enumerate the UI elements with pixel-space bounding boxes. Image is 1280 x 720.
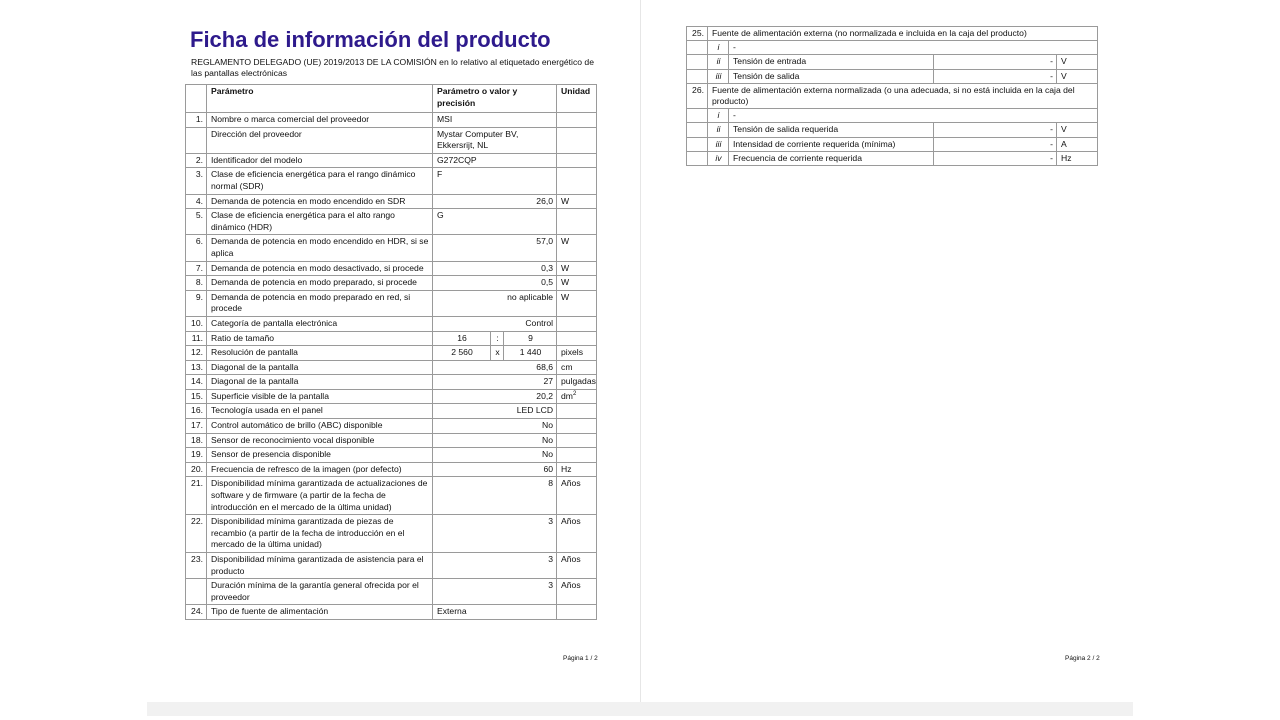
row-label: Superficie visible de la pantalla	[207, 389, 433, 404]
row-number: 4.	[186, 194, 207, 209]
table-row	[186, 477, 597, 515]
row-label: Sensor de reconocimiento vocal disponible	[207, 433, 433, 448]
row-label: Duración mínima de la garantía general ofrecida por el proveedor	[207, 579, 433, 605]
sub-item-label: Tensión de entrada	[729, 55, 934, 69]
row-number: 16.	[186, 404, 207, 419]
table-row	[186, 113, 597, 128]
sub-item-unit: V	[1057, 69, 1098, 83]
row-label: Diagonal de la pantalla	[207, 375, 433, 390]
row-number: 13.	[186, 360, 207, 375]
table-row	[186, 579, 597, 605]
table-row	[186, 448, 597, 463]
sub-item-unit: Hz	[1057, 151, 1098, 165]
document-title: Ficha de información del producto	[190, 27, 551, 52]
sub-item-roman: i	[708, 41, 729, 55]
row-unit: W	[557, 194, 597, 209]
row-unit: Años	[557, 553, 597, 579]
row-unit: W	[557, 235, 597, 261]
row-unit: Años	[557, 579, 597, 605]
row-value: 3	[433, 579, 557, 605]
sub-item-roman: iv	[708, 151, 729, 165]
row-number: 21.	[186, 477, 207, 515]
table-row	[186, 316, 597, 331]
table-row	[687, 109, 1098, 123]
header-value: Parámetro o valor y precisión	[433, 85, 557, 113]
row-unit: Hz	[557, 462, 597, 477]
row-label: Demanda de potencia en modo preparado, si procede	[207, 276, 433, 291]
table-row	[687, 27, 1098, 41]
sub-item-label: Tensión de salida	[729, 69, 934, 83]
row-value: F	[433, 168, 557, 194]
row-label: Dirección del proveedor	[207, 127, 433, 153]
row-label: Demanda de potencia en modo desactivado, si procede	[207, 261, 433, 276]
header-parameter: Parámetro	[207, 85, 433, 113]
row-unit: W	[557, 290, 597, 316]
resolution-separator: x	[491, 346, 504, 361]
row-label: Frecuencia de refresco de la imagen (por defecto)	[207, 462, 433, 477]
row-value: 27	[433, 375, 557, 390]
row-number: 24.	[186, 605, 207, 620]
unit-base: dm	[561, 390, 573, 401]
ratio-width: 16	[433, 331, 491, 346]
table-row	[186, 419, 597, 434]
row-number: 11.	[186, 331, 207, 346]
header-unit: Unidad	[557, 85, 597, 113]
row-value: MSI	[433, 113, 557, 128]
row-value: 0,3	[433, 261, 557, 276]
sub-item-roman: iii	[708, 69, 729, 83]
row-unit: W	[557, 276, 597, 291]
row-label: Sensor de presencia disponible	[207, 448, 433, 463]
row-number: 17.	[186, 419, 207, 434]
regulation-subtitle: REGLAMENTO DELEGADO (UE) 2019/2013 DE LA COMISIÓN en lo relativo al etiquetado energético de las pantallas electrónicas	[191, 57, 594, 79]
table-row	[186, 389, 597, 404]
row-label: Fuente de alimentación externa (no normalizada e incluida en la caja del producto)	[708, 27, 1098, 41]
sub-item-value: -	[934, 55, 1057, 69]
table-row	[687, 123, 1098, 137]
row-number: 26.	[687, 83, 708, 108]
row-number: 12.	[186, 346, 207, 361]
row-label: Clase de eficiencia energética para el rango dinámico normal (SDR)	[207, 168, 433, 194]
table-row	[186, 235, 597, 261]
row-label: Demanda de potencia en modo encendido en HDR, si se aplica	[207, 235, 433, 261]
row-number: 7.	[186, 261, 207, 276]
row-label: Tecnología usada en el panel	[207, 404, 433, 419]
row-unit: Años	[557, 477, 597, 515]
row-value: 68,6	[433, 360, 557, 375]
sub-item-label: Frecuencia de corriente requerida	[729, 151, 934, 165]
sub-item-roman: ii	[708, 55, 729, 69]
table-row	[186, 375, 597, 390]
row-label: Ratio de tamaño	[207, 331, 433, 346]
row-value: LED LCD	[433, 404, 557, 419]
table-row	[687, 151, 1098, 165]
row-label: Diagonal de la pantalla	[207, 360, 433, 375]
row-label: Disponibilidad mínima garantizada de asistencia para el producto	[207, 553, 433, 579]
row-number: 2.	[186, 153, 207, 168]
row-label: Nombre o marca comercial del proveedor	[207, 113, 433, 128]
sub-item-roman: iii	[708, 137, 729, 151]
table-row	[186, 346, 597, 361]
row-number: 19.	[186, 448, 207, 463]
table-row	[186, 276, 597, 291]
row-value: No	[433, 419, 557, 434]
row-number: 6.	[186, 235, 207, 261]
row-value: 20,2	[433, 389, 557, 404]
sub-item-unit: V	[1057, 55, 1098, 69]
row-value: 8	[433, 477, 557, 515]
sub-item-label: Tensión de salida requerida	[729, 123, 934, 137]
row-number: 9.	[186, 290, 207, 316]
row-value: 60	[433, 462, 557, 477]
row-unit: Años	[557, 515, 597, 553]
row-value: 3	[433, 553, 557, 579]
ratio-separator: :	[491, 331, 504, 346]
sub-item-label: Intensidad de corriente requerida (mínima)	[729, 137, 934, 151]
row-number: 5.	[186, 209, 207, 235]
row-value: 57,0	[433, 235, 557, 261]
row-number: 15.	[186, 389, 207, 404]
row-value: Control	[433, 316, 557, 331]
table-row	[186, 404, 597, 419]
sub-item-text: -	[729, 41, 1098, 55]
row-value: Externa	[433, 605, 557, 620]
row-value: No	[433, 448, 557, 463]
row-label: Demanda de potencia en modo preparado en red, si procede	[207, 290, 433, 316]
row-label: Tipo de fuente de alimentación	[207, 605, 433, 620]
row-unit	[557, 389, 597, 404]
table-row	[186, 462, 597, 477]
power-supply-table	[686, 26, 1098, 166]
row-unit: cm	[557, 360, 597, 375]
row-unit: pulgadas	[557, 375, 597, 390]
row-label: Fuente de alimentación externa normalizada (o una adecuada, si no está incluida en la caja del producto)	[708, 83, 1098, 108]
row-number: 18.	[186, 433, 207, 448]
row-value: 0,5	[433, 276, 557, 291]
row-unit: W	[557, 261, 597, 276]
table-row	[687, 55, 1098, 69]
table-row	[186, 515, 597, 553]
row-value: no aplicable	[433, 290, 557, 316]
table-row	[186, 127, 597, 153]
row-number: 23.	[186, 553, 207, 579]
table-row	[687, 137, 1098, 151]
table-row	[687, 41, 1098, 55]
row-number: 20.	[186, 462, 207, 477]
table-row	[186, 331, 597, 346]
row-number: 8.	[186, 276, 207, 291]
row-value: G272CQP	[433, 153, 557, 168]
table-row	[186, 433, 597, 448]
table-row	[186, 605, 597, 620]
table-row	[186, 209, 597, 235]
sub-item-value: -	[934, 137, 1057, 151]
table-header-row	[186, 85, 597, 113]
row-label: Control automático de brillo (ABC) disponible	[207, 419, 433, 434]
resolution-width: 2 560	[433, 346, 491, 361]
row-label: Clase de eficiencia energética para el alto rango dinámico (HDR)	[207, 209, 433, 235]
row-value: G	[433, 209, 557, 235]
sub-item-value: -	[934, 123, 1057, 137]
row-label: Identificador del modelo	[207, 153, 433, 168]
row-label: Categoría de pantalla electrónica	[207, 316, 433, 331]
sub-item-roman: ii	[708, 123, 729, 137]
resolution-height: 1 440	[504, 346, 557, 361]
row-value: Mystar Computer BV, Ekkersrijt, NL	[433, 127, 557, 153]
row-number: 1.	[186, 113, 207, 128]
row-value: 3	[433, 515, 557, 553]
ratio-height: 9	[504, 331, 557, 346]
row-label: Resolución de pantalla	[207, 346, 433, 361]
sub-item-text: -	[729, 109, 1098, 123]
table-row	[186, 194, 597, 209]
viewer-bottom-bar	[147, 702, 1133, 716]
row-label: Demanda de potencia en modo encendido en SDR	[207, 194, 433, 209]
table-row	[186, 168, 597, 194]
unit-exponent: 2	[572, 391, 577, 398]
row-number: 3.	[186, 168, 207, 194]
row-value: 26,0	[433, 194, 557, 209]
table-row	[186, 553, 597, 579]
table-row	[687, 69, 1098, 83]
sub-item-unit: A	[1057, 137, 1098, 151]
row-number: 25.	[687, 27, 708, 41]
product-info-table	[185, 84, 597, 620]
row-number: 22.	[186, 515, 207, 553]
sub-item-value: -	[934, 69, 1057, 83]
sub-item-value: -	[934, 151, 1057, 165]
row-label: Disponibilidad mínima garantizada de actualizaciones de software y de firmware (a partir de la fecha de introducción en el mercado de la última unidad)	[207, 477, 433, 515]
page-footer: Página 2 / 2	[1065, 655, 1100, 662]
row-value: No	[433, 433, 557, 448]
table-row	[186, 360, 597, 375]
row-label: Disponibilidad mínima garantizada de piezas de recambio (a partir de la fecha de introducción en el mercado de la última unidad)	[207, 515, 433, 553]
page-footer: Página 1 / 2	[563, 655, 598, 662]
sub-item-unit: V	[1057, 123, 1098, 137]
table-row	[186, 153, 597, 168]
table-row	[186, 290, 597, 316]
row-number: 14.	[186, 375, 207, 390]
row-unit: pixels	[557, 346, 597, 361]
sub-item-roman: i	[708, 109, 729, 123]
row-number: 10.	[186, 316, 207, 331]
table-row	[687, 83, 1098, 108]
table-row	[186, 261, 597, 276]
